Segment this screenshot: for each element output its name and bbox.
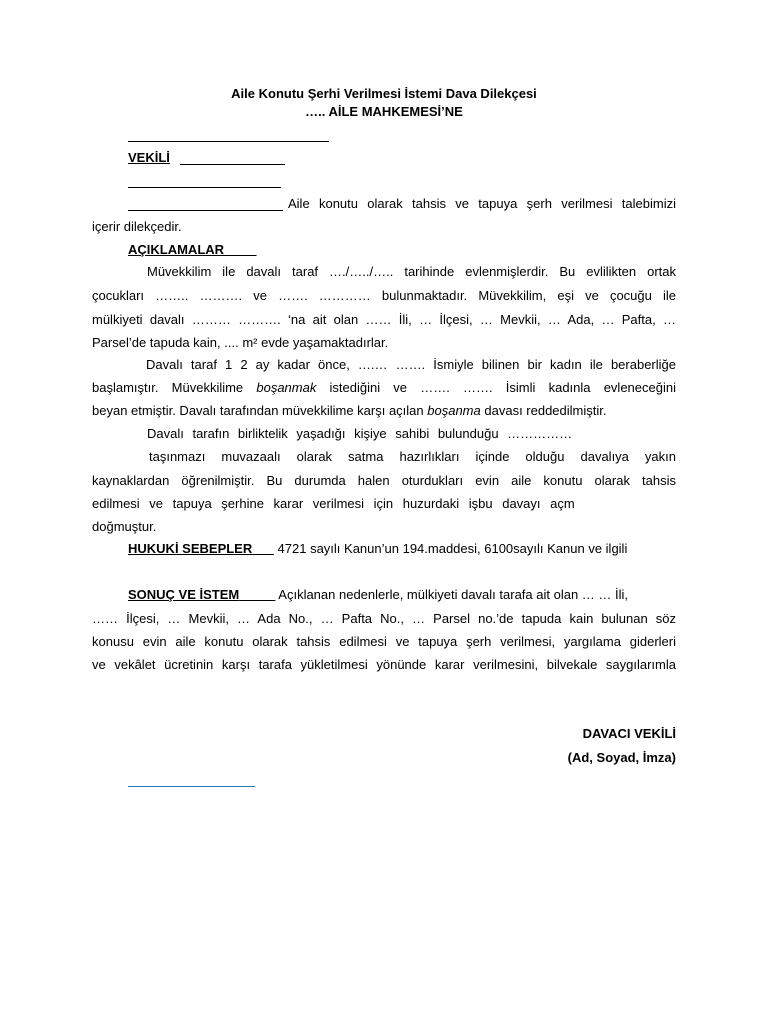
vekil-blank-line xyxy=(180,164,285,165)
sonuc-line2: …… İlçesi, … Mevkii, … Ada No., … Pafta No., … Parsel no.’de tapuda kain bulunan söz xyxy=(92,611,676,626)
aciklama-p3-line5: doğmuştur. xyxy=(92,519,157,534)
sonuc-line4: ve vekâlet ücretinin karşı tarafa yükletilmesi yönünde karar verilmesini, bilvekale saygılarımla xyxy=(92,657,676,672)
aciklama-p2-line3: beyan etmiştir. Davalı tarafından müvekkilime karşı açılan boşanma davası reddedilmiştir. xyxy=(92,403,607,418)
aciklama-p3-line1: Davalı tarafın birliktelik yaşadığı kişiye sahibi bulunduğu …………… xyxy=(147,426,573,441)
hukuki-heading: HUKUKİ SEBEPLER xyxy=(128,541,253,556)
intro-text-cont: içerir dilekçedir. xyxy=(92,219,182,234)
aciklama-p1-line4: Parsel’de tapuda kain, .... m² evde yaşamaktadırlar. xyxy=(92,335,389,350)
hukuki-sebepler xyxy=(128,541,627,556)
davaci-blank-line xyxy=(128,141,329,142)
aciklama-p2-line1: Davalı taraf 1 2 ay kadar önce, ….… ……. İsmiyle bilinen bir kadın ile beraberliğe xyxy=(146,357,676,372)
aciklama-p3-line3: kaynaklardan öğrenilmiştir. Bu durumda halen oturdukları evin aile konutu olarak tahsis xyxy=(92,473,676,488)
vekil-label: VEKİLİ xyxy=(128,150,170,165)
aciklama-p2-line2: başlamıştır. Müvekkilime boşanmak istediğini ve ……. ……. İsimli kadınla evleneceğini xyxy=(92,380,676,395)
davali-blank-line xyxy=(128,187,281,188)
hukuki-text: 4721 sayılı Kanun’un 194.maddesi, 6100sayılı Kanun ve ilgili xyxy=(277,541,628,556)
footer-link-line xyxy=(128,786,255,787)
signature-role: DAVACI VEKİLİ xyxy=(582,726,676,741)
konu-blank-line xyxy=(128,210,283,211)
court-name: ….. AİLE MAHKEMESİ’NE xyxy=(305,104,463,119)
sonuc-text-l1: Açıklanan nedenlerle, mülkiyeti davalı tarafa ait olan … … İli, xyxy=(278,587,629,602)
aciklama-p1-line2: çocukları …….. ………. ve ……. ………… bulunmaktadır. Müvekkilim, eşi ve çocuğu ile xyxy=(92,288,676,303)
intro-text: Aile konutu olarak tahsis ve tapuya şerh verilmesi talebimizi xyxy=(288,196,676,211)
aciklama-p3-line4: edilmesi ve tapuya şerhine karar verilmesi için huzurdaki işbu davayı açm xyxy=(92,496,575,511)
sonuc-line3: konusu evin aile konutu olarak tahsis edilmesi ve tapuya şerh verilmesi, yargılama giderleri xyxy=(92,634,676,649)
aciklama-p3-line2: taşınmazı muvazaalı olarak satma hazırlıkları içinde olduğu davalıya yakın xyxy=(149,449,676,464)
sonuc-heading: SONUÇ VE İSTEM xyxy=(128,587,240,602)
signature-fields: (Ad, Soyad, İmza) xyxy=(567,750,676,765)
aciklamalar-heading: AÇIKLAMALAR xyxy=(128,242,225,257)
aciklama-p1-line1: Müvekkilim ile davalı taraf …./…../….. tarihinde evlenmişlerdir. Bu evlilikten ortak xyxy=(147,264,676,279)
sonuc-line1 xyxy=(128,587,628,602)
document-title: Aile Konutu Şerhi Verilmesi İstemi Dava Dilekçesi xyxy=(231,86,537,101)
aciklama-p1-line3: mülkiyeti davalı ……… ………. ‘na ait olan …… İli, … İlçesi, … Mevkii, … Ada, … Pafta, … xyxy=(92,312,676,327)
